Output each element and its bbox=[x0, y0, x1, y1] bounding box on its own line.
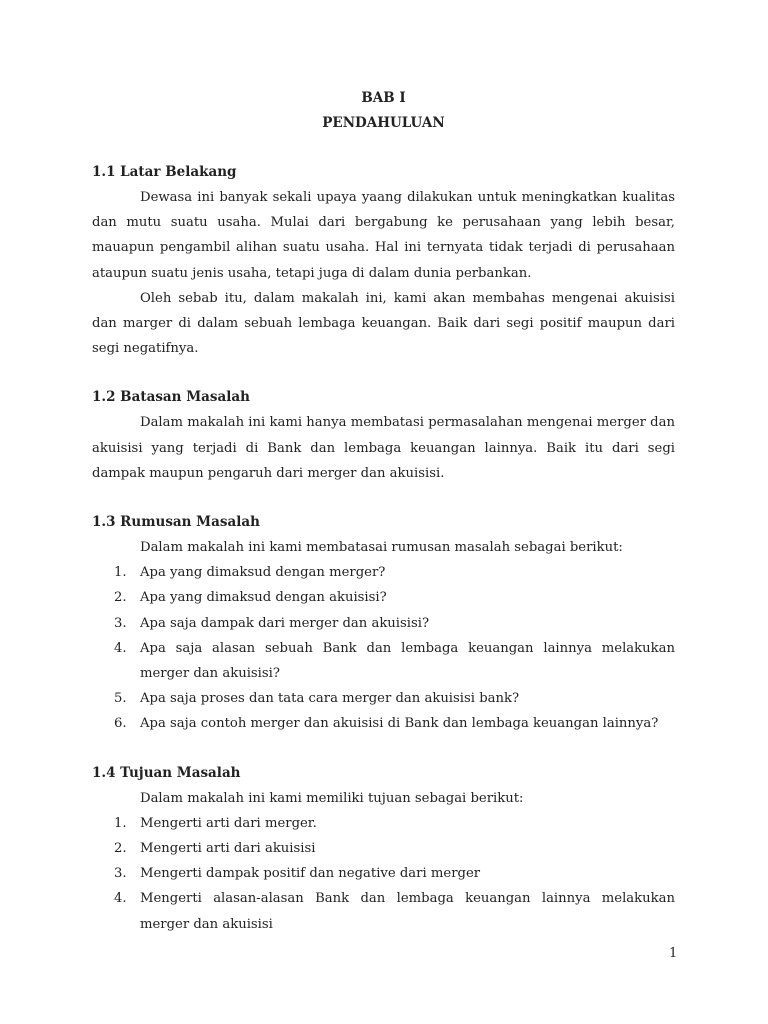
section-latar-belakang bbox=[92, 160, 675, 361]
list-number: 3. bbox=[114, 615, 127, 631]
paragraph: Oleh sebab itu, dalam makalah ini, kami akan membahas mengenai akuisisi dan marger di dalam sebuah lembaga keuangan. Baik dari segi positif maupun dari segi negatifnya. bbox=[92, 290, 675, 357]
list-text: Apa saja proses dan tata cara merger dan akuisisi bank? bbox=[140, 691, 520, 707]
chapter-name: PENDAHULUAN bbox=[322, 115, 445, 131]
list-number: 3. bbox=[114, 866, 127, 882]
section-tujuan-masalah bbox=[92, 761, 675, 937]
page-number: 1 bbox=[669, 946, 678, 961]
list-text: Mengerti dampak positif dan negative dari merger bbox=[140, 866, 481, 882]
list-number: 2. bbox=[114, 590, 127, 606]
section-heading: 1.2 Batasan Masalah bbox=[92, 389, 250, 406]
section-heading: 1.4 Tujuan Masalah bbox=[92, 764, 241, 781]
list-number: 1. bbox=[114, 565, 127, 581]
list-number: 6. bbox=[114, 716, 127, 732]
list-text: Apa yang dimaksud dengan akuisisi? bbox=[140, 590, 387, 606]
list-number: 4. bbox=[114, 640, 127, 656]
list-text: Apa saja alasan sebuah Bank dan lembaga keuangan lainnya melakukan merger dan akuisisi? bbox=[140, 640, 675, 682]
list-intro: Dalam makalah ini kami membatasai rumusan masalah sebagai berikut: bbox=[140, 540, 623, 556]
chapter-title: BAB I bbox=[361, 90, 406, 106]
list-text: Apa saja contoh merger dan akuisisi di Bank dan lembaga keuangan lainnya? bbox=[140, 716, 659, 732]
list-text: Mengerti arti dari merger. bbox=[140, 815, 317, 831]
numbered-list bbox=[92, 811, 675, 937]
list-number: 1. bbox=[114, 815, 127, 831]
section-heading: 1.1 Latar Belakang bbox=[92, 164, 237, 180]
section-heading: 1.3 Rumusan Masalah bbox=[92, 514, 260, 531]
list-item bbox=[92, 711, 675, 736]
list-text: Mengerti alasan-alasan Bank dan lembaga keuangan lainnya melakukan merger dan akuisisi bbox=[140, 891, 675, 932]
numbered-list bbox=[92, 560, 675, 736]
list-item bbox=[92, 611, 675, 636]
document-body bbox=[92, 86, 675, 937]
section-batasan-masalah bbox=[92, 385, 675, 486]
list-number: 2. bbox=[114, 841, 127, 857]
paragraph: Dewasa ini banyak sekali upaya yaang dilakukan untuk meningkatkan kualitas dan mutu suatu usaha. Mulai dari bergabung ke perusahaan yang lebih besar, mauapun pengambil alihan suatu usaha. Hal ini ternyata tidak terjadi di perusahaan ataupun suatu jenis usaha, tetapi juga di dalam dunia perbankan. bbox=[92, 190, 675, 281]
section-rumusan-masalah bbox=[92, 510, 675, 737]
paragraph: Dalam makalah ini kami hanya membatasi permasalahan mengenai merger dan akuisisi yang terjadi di Bank dan lembaga keuangan lainnya. Baik itu dari segi dampak maupun pengaruh dari merger dan akuisisi. bbox=[92, 415, 675, 481]
list-item bbox=[92, 560, 675, 585]
list-intro: Dalam makalah ini kami memiliki tujuan sebagai berikut: bbox=[140, 790, 524, 806]
list-item bbox=[92, 886, 675, 936]
list-item bbox=[92, 836, 675, 861]
list-text: Apa yang dimaksud dengan merger? bbox=[140, 565, 386, 581]
list-text: Apa saja dampak dari merger dan akuisisi? bbox=[140, 615, 430, 631]
list-number: 5. bbox=[114, 691, 127, 707]
list-item bbox=[92, 636, 675, 686]
list-number: 4. bbox=[114, 891, 127, 907]
list-text: Mengerti arti dari akuisisi bbox=[140, 841, 316, 857]
list-item bbox=[92, 861, 675, 886]
list-item bbox=[92, 686, 675, 711]
list-item bbox=[92, 811, 675, 836]
list-item bbox=[92, 585, 675, 610]
